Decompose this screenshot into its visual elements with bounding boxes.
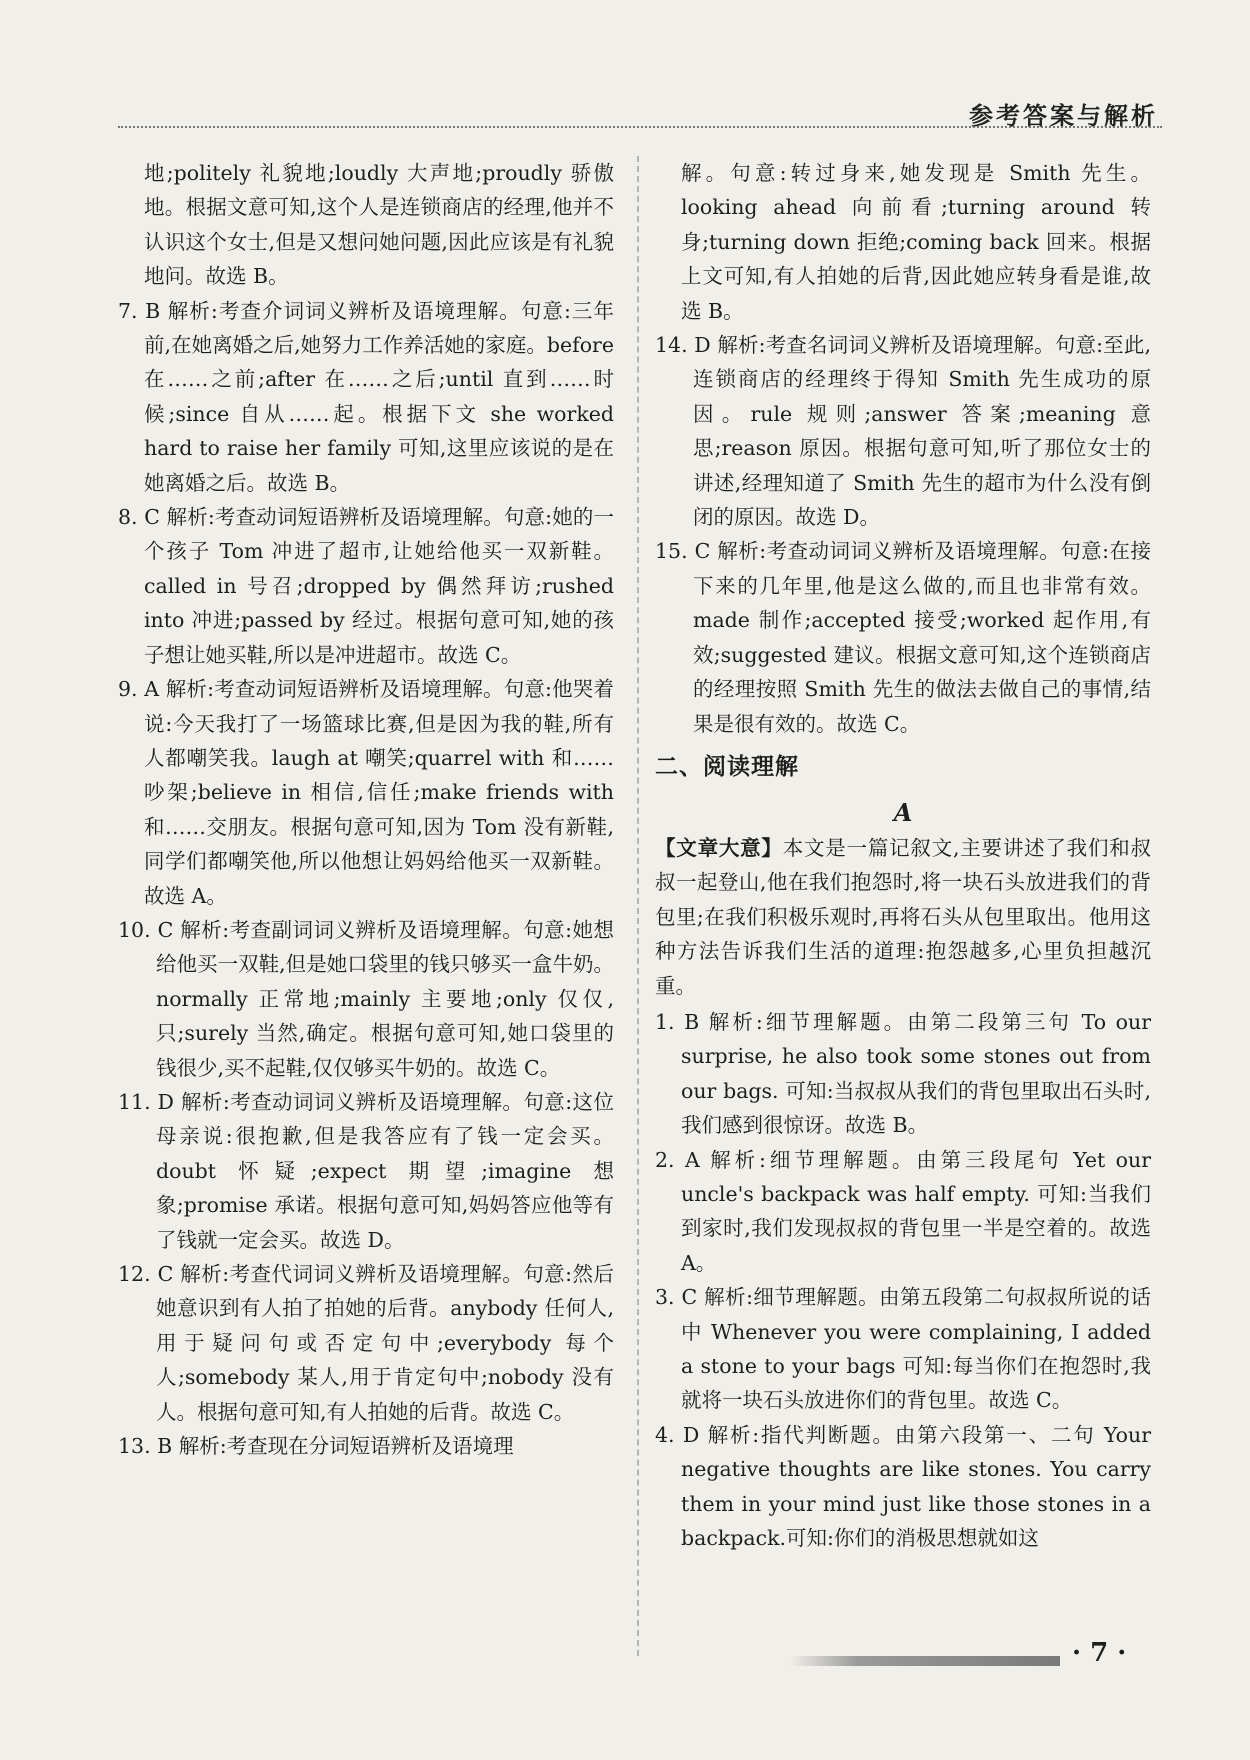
footer-decorative-bar bbox=[790, 1656, 1060, 1666]
continued-paragraph: 解。句意:转过身来,她发现是 Smith 先生。looking ahead 向前看;turning around 转身;turning down 拒绝;coming back 回来。根据上文可知,有人拍她的后背,因此她应转身看是谁,故选 B。 bbox=[681, 161, 1151, 323]
answer-item-9: 9. A 解析:考查动词短语辨析及语境理解。句意:他哭着说:今天我打了一场篮球比赛,但是因为我的鞋,所有人都嘲笑我。laugh at 嘲笑;quarrel with 和……吵架;believe in 相信,信任;make friends with 和……交朋友。根据句意可知,因为 Tom 没有新鞋,同学们都嘲笑他,所以他想让妈妈给他买一双新鞋。故选 A。 bbox=[118, 677, 614, 908]
summary-text: 本文是一篇记叙文,主要讲述了我们和叔叔一起登山,他在我们抱怨时,将一块石头放进我们的背包里;在我们积极乐观时,再将石头从包里取出。他用这种方法告诉我们生活的道理:抱怨越多,心里负担越沉重。 bbox=[655, 835, 1152, 998]
summary-tag: 【文章大意】 bbox=[655, 835, 783, 860]
answer-item-14: 14. D 解析:考查名词词义辨析及语境理解。句意:至此,连锁商店的经理终于得知 Smith 先生成功的原因。rule 规则;answer 答案;meaning 意思;reason 原因。根据句意可知,听了那位女士的讲述,经理知道了 Smith 先生的超市为什么没有倒闭的原因。故选 D。 bbox=[655, 333, 1151, 530]
page-header-title: 参考答案与解析 bbox=[969, 102, 1158, 130]
left-column bbox=[118, 156, 614, 1463]
answer-item-8: 8. C 解析:考查动词短语辨析及语境理解。句意:她的一个孩子 Tom 冲进了超市,让她给他买一双新鞋。called in 号召;dropped by 偶然拜访;rushed into 冲进;passed by 经过。根据句意可知,她的孩子想让她买鞋,所以是冲进超市。故选 C。 bbox=[118, 505, 614, 667]
answer-item-15: 15. C 解析:考查动词词义辨析及语境理解。句意:在接下来的几年里,他是这么做的,而且也非常有效。made 制作;accepted 接受;worked 起作用,有效;suggested 建议。根据文意可知,这个连锁商店的经理按照 Smith 先生的做法去做自己的事情,结果是很有效的。故选 C。 bbox=[655, 539, 1151, 736]
answer-item-7: 7. B 解析:考查介词词义辨析及语境理解。句意:三年前,在她离婚之后,她努力工作养活她的家庭。before 在……之前;after 在……之后;until 直到……时候;since 自从……起。根据下文 she worked hard to raise her family 可知,这里应该说的是在她离婚之后。故选 B。 bbox=[118, 298, 614, 495]
header-dotted-rule bbox=[118, 126, 1162, 128]
section-title-reading: 二、阅读理解 bbox=[655, 753, 799, 780]
page-number: · 7 · bbox=[1072, 1638, 1127, 1668]
reading-item-3: 3. C 解析:细节理解题。由第五段第二句叔叔所说的话中 Whenever you were complaining, I added a stone to your bags 可知:每当你们在抱怨时,我就将一块石头放进你们的背包里。故选 C。 bbox=[655, 1285, 1151, 1413]
column-divider bbox=[637, 156, 639, 1656]
article-summary bbox=[655, 831, 1151, 1003]
answer-item-10: 10. C 解析:考查副词词义辨析及语境理解。句意:她想给他买一双鞋,但是她口袋里的钱只够买一盒牛奶。normally 正常地;mainly 主要地;only 仅仅,只;surely 当然,确定。根据句意可知,她口袋里的钱很少,买不起鞋,仅仅够买牛奶的。故选 C。 bbox=[118, 917, 614, 1080]
right-column bbox=[655, 156, 1151, 1555]
reading-item-2: 2. A 解析:细节理解题。由第三段尾句 Yet our uncle's backpack was half empty. 可知:当我们到家时,我们发现叔叔的背包里一半是空着的。故选 A。 bbox=[655, 1147, 1151, 1275]
continued-paragraph: 地;politely 礼貌地;loudly 大声地;proudly 骄傲地。根据文意可知,这个人是连锁商店的经理,他并不认识这个女士,但是又想问她问题,因此应该是有礼貌地问。故选 B。 bbox=[144, 161, 614, 289]
reading-item-1: 1. B 解析:细节理解题。由第二段第三句 To our surprise, he also took some stones out from our bags. 可知:当叔叔从我们的背包里取出石头时,我们感到很惊讶。故选 B。 bbox=[655, 1009, 1151, 1138]
reading-item-4: 4. D 解析:指代判断题。由第六段第一、二句 Your negative thoughts are like stones. You carry them in your mind just like those stones in a backpack.可知:你们的消极思想就如这 bbox=[655, 1422, 1151, 1551]
answer-item-13: 13. B 解析:考查现在分词短语辨析及语境理 bbox=[118, 1434, 514, 1459]
answer-item-12: 12. C 解析:考查代词词义辨析及语境理解。句意:然后她意识到有人拍了拍她的后背。anybody 任何人,用于疑问句或否定句中;everybody 每个人;somebody 某人,用于肯定句中;nobody 没有人。根据句意可知,有人拍她的后背。故选 C。 bbox=[118, 1262, 614, 1424]
answer-item-11: 11. D 解析:考查动词词义辨析及语境理解。句意:这位母亲说:很抱歉,但是我答应有了钱一定会买。doubt 怀疑;expect 期望;imagine 想象;promise 承诺。根据句意可知,妈妈答应他等有了钱就一定会买。故选 D。 bbox=[118, 1089, 614, 1252]
passage-label: A bbox=[893, 797, 913, 827]
